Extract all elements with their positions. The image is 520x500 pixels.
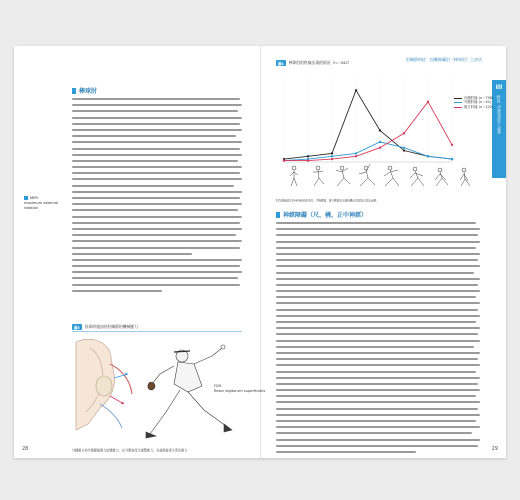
margin-note-fds bbox=[214, 384, 265, 393]
legend-label: 內側肘痛 (n＝798) bbox=[464, 96, 494, 100]
section-marker-icon bbox=[276, 212, 280, 218]
figure-rule bbox=[72, 331, 242, 332]
text-line bbox=[276, 259, 478, 261]
text-line bbox=[72, 271, 242, 273]
text-line bbox=[72, 290, 162, 292]
page-number-right: 29 bbox=[491, 446, 498, 452]
pitching-phase-sketches bbox=[290, 164, 470, 186]
text-line bbox=[276, 340, 480, 342]
text-line bbox=[72, 191, 242, 193]
fds-term: FDS： bbox=[214, 384, 225, 388]
chart-legend bbox=[454, 96, 493, 109]
text-line bbox=[276, 333, 478, 335]
margin-note-mer bbox=[24, 196, 64, 210]
figure-3-illustration bbox=[70, 334, 238, 446]
text-line bbox=[72, 129, 242, 131]
text-line bbox=[72, 234, 236, 236]
figure-4-heading bbox=[276, 60, 352, 66]
text-line bbox=[276, 241, 480, 243]
text-line bbox=[72, 178, 242, 180]
text-line bbox=[72, 259, 242, 261]
text-line bbox=[276, 377, 480, 379]
section-heading-baseball-elbow bbox=[72, 86, 97, 95]
fds-gloss: flexor digitorum superficialis bbox=[214, 388, 266, 393]
text-line bbox=[72, 166, 242, 168]
data-point bbox=[379, 129, 381, 131]
text-line bbox=[72, 216, 242, 218]
text-line bbox=[72, 160, 238, 162]
page-gutter bbox=[260, 46, 261, 458]
data-point bbox=[355, 89, 357, 91]
text-line bbox=[72, 240, 242, 242]
data-point bbox=[451, 158, 453, 160]
text-line bbox=[276, 309, 478, 311]
figure-3-heading bbox=[72, 324, 138, 330]
text-line bbox=[276, 278, 480, 280]
legend-label: 後方肘痛 (n＝102) bbox=[464, 104, 494, 109]
elbow-anatomy-drawing bbox=[76, 339, 132, 430]
text-line bbox=[276, 395, 476, 397]
text-line bbox=[276, 234, 478, 236]
running-head: 肘關節病症：投擲障礙肘（棒球肘）之評估 bbox=[406, 57, 482, 62]
body-text-right bbox=[276, 222, 480, 457]
text-line bbox=[276, 401, 480, 403]
text-line bbox=[72, 135, 236, 137]
text-line bbox=[72, 104, 242, 106]
book-spread bbox=[14, 46, 506, 458]
margin-note-term: MER： bbox=[30, 196, 42, 200]
text-line bbox=[276, 253, 480, 255]
text-line bbox=[72, 197, 240, 199]
chart-caption: 肘內側痛發生在MER時是最多的。平衡應變、後方應變的出現時機比同等場合量為反轉。 bbox=[276, 198, 379, 203]
text-line bbox=[276, 272, 474, 274]
text-line bbox=[276, 352, 480, 354]
text-line bbox=[72, 265, 240, 267]
text-line bbox=[276, 358, 478, 360]
text-line bbox=[72, 123, 240, 125]
text-line bbox=[276, 414, 480, 416]
text-line bbox=[72, 228, 242, 230]
text-line bbox=[276, 364, 480, 366]
text-line bbox=[72, 222, 240, 224]
text-line bbox=[72, 203, 242, 205]
text-line bbox=[72, 117, 242, 119]
chart-series bbox=[283, 89, 453, 162]
text-line bbox=[72, 209, 238, 211]
text-line bbox=[72, 277, 238, 279]
text-line bbox=[276, 389, 480, 391]
text-line bbox=[276, 284, 478, 286]
figure-label: 圖3 bbox=[74, 325, 80, 330]
text-line bbox=[72, 110, 238, 112]
text-line bbox=[72, 253, 192, 255]
chapter-sublabel: 治療與預防之處理 bbox=[497, 105, 502, 134]
figure-title: 投球時施加於肘關節的機械應力 bbox=[84, 324, 138, 329]
margin-note-gloss: maximum external rotation bbox=[24, 200, 59, 210]
chart-title: 棒球肘的疼痛出現的情況（n＝942） bbox=[288, 60, 352, 65]
text-line bbox=[276, 327, 480, 329]
chapter-number: III bbox=[495, 84, 503, 91]
text-line bbox=[276, 439, 480, 441]
text-line bbox=[72, 154, 242, 156]
data-point bbox=[379, 146, 381, 148]
section-marker-icon bbox=[72, 88, 76, 94]
figure-caption: 外翻應力和外側壓縮應力結構應力，在外側會產生撞擊應力，在後側會產生剪切應力 bbox=[72, 448, 188, 453]
text-line bbox=[72, 148, 240, 150]
text-line bbox=[276, 408, 478, 410]
page-number-left: 28 bbox=[22, 446, 29, 452]
text-line bbox=[276, 451, 416, 453]
series-line-0 bbox=[284, 90, 452, 159]
elbow-pain-line-chart bbox=[276, 70, 488, 196]
data-point bbox=[427, 155, 429, 157]
data-point bbox=[403, 132, 405, 134]
text-line bbox=[276, 222, 476, 224]
legend-swatch-icon bbox=[454, 102, 462, 103]
chart-label: 圖4 bbox=[278, 61, 284, 66]
section-heading-nerve-disorder bbox=[276, 210, 367, 219]
text-line bbox=[276, 265, 480, 267]
bullet-icon bbox=[24, 196, 28, 200]
series-line-1 bbox=[284, 142, 452, 161]
text-line bbox=[276, 290, 480, 292]
legend-item-posterior bbox=[454, 105, 493, 109]
data-point bbox=[403, 149, 405, 151]
legend-label: 外側肘痛 (n＝42) bbox=[464, 100, 492, 105]
text-line bbox=[276, 371, 476, 373]
section-title: 神經障礙（尺、橈、正中神經） bbox=[283, 212, 368, 219]
chart-grid bbox=[284, 76, 452, 162]
data-point bbox=[355, 152, 357, 154]
text-line bbox=[276, 315, 480, 317]
data-point bbox=[331, 152, 333, 154]
section-title: 棒球肘 bbox=[79, 88, 98, 95]
text-line bbox=[276, 445, 478, 447]
chapter-side-tab bbox=[492, 80, 506, 178]
data-point bbox=[451, 144, 453, 146]
text-line bbox=[72, 284, 240, 286]
text-line bbox=[72, 185, 234, 187]
data-point bbox=[379, 141, 381, 143]
text-line bbox=[276, 228, 480, 230]
data-point bbox=[355, 155, 357, 157]
data-point bbox=[307, 159, 309, 161]
data-point bbox=[427, 101, 429, 103]
text-line bbox=[276, 247, 476, 249]
text-line bbox=[72, 141, 242, 143]
legend-swatch-icon bbox=[454, 107, 462, 108]
text-line bbox=[276, 321, 476, 323]
data-point bbox=[331, 158, 333, 160]
text-line bbox=[276, 432, 472, 434]
data-point bbox=[403, 146, 405, 148]
text-line bbox=[276, 302, 480, 304]
data-point bbox=[283, 159, 285, 161]
text-line bbox=[276, 383, 478, 385]
text-line bbox=[72, 98, 240, 100]
legend-swatch-icon bbox=[454, 98, 462, 99]
text-line bbox=[276, 346, 474, 348]
chapter-label: 病況 bbox=[496, 95, 502, 103]
text-line bbox=[276, 426, 480, 428]
data-point bbox=[331, 155, 333, 157]
text-line bbox=[72, 172, 240, 174]
body-text-left bbox=[72, 98, 242, 296]
text-line bbox=[276, 296, 476, 298]
text-line bbox=[72, 247, 240, 249]
data-point bbox=[307, 155, 309, 157]
text-line bbox=[276, 420, 476, 422]
